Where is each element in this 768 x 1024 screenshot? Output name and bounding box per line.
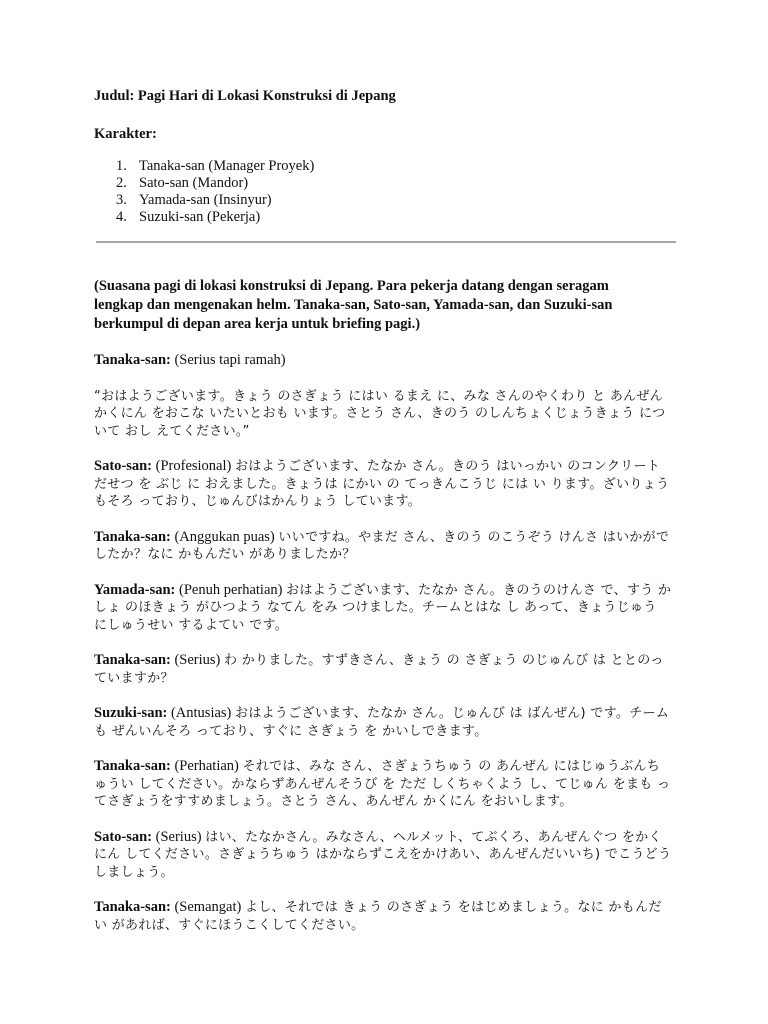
list-number: 2. <box>116 175 127 191</box>
list-number: 4. <box>116 209 127 225</box>
speaker-name: Tanaka-san: <box>94 899 171 915</box>
list-number: 3. <box>116 192 127 208</box>
speaker-name: Tanaka-san: <box>94 758 171 774</box>
dialogue-paragraph <box>94 705 672 740</box>
stage-direction: (Penuh perhatian) <box>179 581 283 598</box>
speaker-name: Tanaka-san: <box>94 652 171 668</box>
stage-direction: (Perhatian) <box>174 758 239 774</box>
dialogue-paragraph <box>94 652 672 687</box>
dialogue-line: おはようございます、たなか さん。きのうのけんさ で、すう かしょ のほきょう がひつよう なてん をみ つけました。チームとはな し あって、きょうじゅう にしゅうせい するよてい です。 <box>94 582 672 633</box>
dialogue-paragraph <box>94 899 672 934</box>
scene-description: (Suasana pagi di lokasi konstruksi di Jepang. Para pekerja datang dengan seragam lengkap dan mengenakan helm. Tanaka-san, Sato-san, Yamada-san, dan Suzuki-san berkumpul di depan area kerja untuk briefing pagi.) <box>94 278 613 332</box>
dialogue-line: おはようございます、たなか さん。じゅんび は ばんぜん) です。チームも ぜんいんそろ っており、すぐに さぎょう を かいしできます。 <box>94 706 670 739</box>
character-entry: Tanaka-san (Manager Proyek) <box>139 158 315 174</box>
dialogue-line: いいですね。やまだ さん、きのう のこうぞう けんさ はいかがでしたか？なに かもんだい がありましたか？ <box>94 529 670 562</box>
stage-direction: (Anggukan puas) <box>174 528 275 545</box>
list-item <box>94 158 678 175</box>
speaker-name: Suzuki-san: <box>94 705 168 721</box>
document-title: Judul: Pagi Hari di Lokasi Konstruksi di Jepang <box>94 88 396 104</box>
speaker-name: Sato-san: <box>94 458 153 474</box>
list-item <box>94 209 678 226</box>
stage-direction: (Semangat) <box>174 899 242 915</box>
stage-direction: (Antusias) <box>170 705 232 721</box>
list-number: 1. <box>116 158 127 174</box>
stage-direction: (Serius tapi ramah) <box>174 352 286 368</box>
dialogue-paragraph <box>94 458 672 511</box>
character-entry: Suzuki-san (Pekerja) <box>139 209 261 225</box>
stage-direction: (Serius) <box>174 652 221 668</box>
speaker-name: Yamada-san: <box>94 581 176 598</box>
dialogue-line: わ かりました。すずきさん、きょう の さぎょう のじゅんび は ととのっていますか？ <box>94 653 664 686</box>
dialogue-line: よし、それでは きょう のさぎょう をはじめましょう。なに かもんだい があれば、すぐにほうこくしてください。 <box>94 900 662 933</box>
dialogue-paragraph <box>94 529 672 564</box>
dialogue-line: “おはようございます。きょう のさぎょう にはい るまえ に、みな さんのやくわり と あんぜん かくにん をおこな いたいとおも います。さとう さん、きのう のしんちょくじょうきょう について おし えてください。” <box>94 388 666 439</box>
dialogue-line: はい、たなかさん。みなさん、ヘルメット、てぶくろ、あんぜんぐつ をかくにん してください。さぎょうちゅう はかならずこえをかけあい、あんぜんだいいち) でこうどう しましょう。 <box>94 829 672 880</box>
list-item <box>94 175 678 192</box>
speaker-name: Tanaka-san: <box>94 352 171 368</box>
character-entry: Sato-san (Mandor) <box>139 175 249 191</box>
characters-list <box>94 158 678 226</box>
dialogue-opening-header <box>94 352 672 370</box>
character-entry: Yamada-san (Insinyur) <box>139 192 272 208</box>
dialogue-line: おはようございます、たなか さん。きのう はいっかい のコンクリート だせつ を ぶじ に おえました。きょうは にかい の てっきんこうじ には い ります。ざいりょう もそろ っており、じゅんびはかんりょう しています。 <box>94 459 670 509</box>
dialogue-line: それでは、みな さん、さぎょうちゅう の あんぜん にはじゅうぶんちゅうい してください。かならずあんぜんそうび を ただ しくちゃくよう し、てじゅん をまも ってさぎょうをすすめましょう。さとう さん、あんぜん かくにん をおいします。 <box>94 759 671 809</box>
speaker-name: Tanaka-san: <box>94 528 171 545</box>
dialogue-paragraph <box>94 758 672 811</box>
stage-direction: (Profesional) <box>155 458 232 474</box>
dialogue-paragraph <box>94 582 672 635</box>
dialogue-paragraph <box>94 829 672 882</box>
list-item <box>94 192 678 209</box>
document-page <box>94 86 678 934</box>
stage-direction: (Serius) <box>155 828 202 845</box>
speaker-name: Sato-san: <box>94 828 153 845</box>
horizontal-divider <box>96 241 676 243</box>
characters-label: Karakter: <box>94 126 157 142</box>
